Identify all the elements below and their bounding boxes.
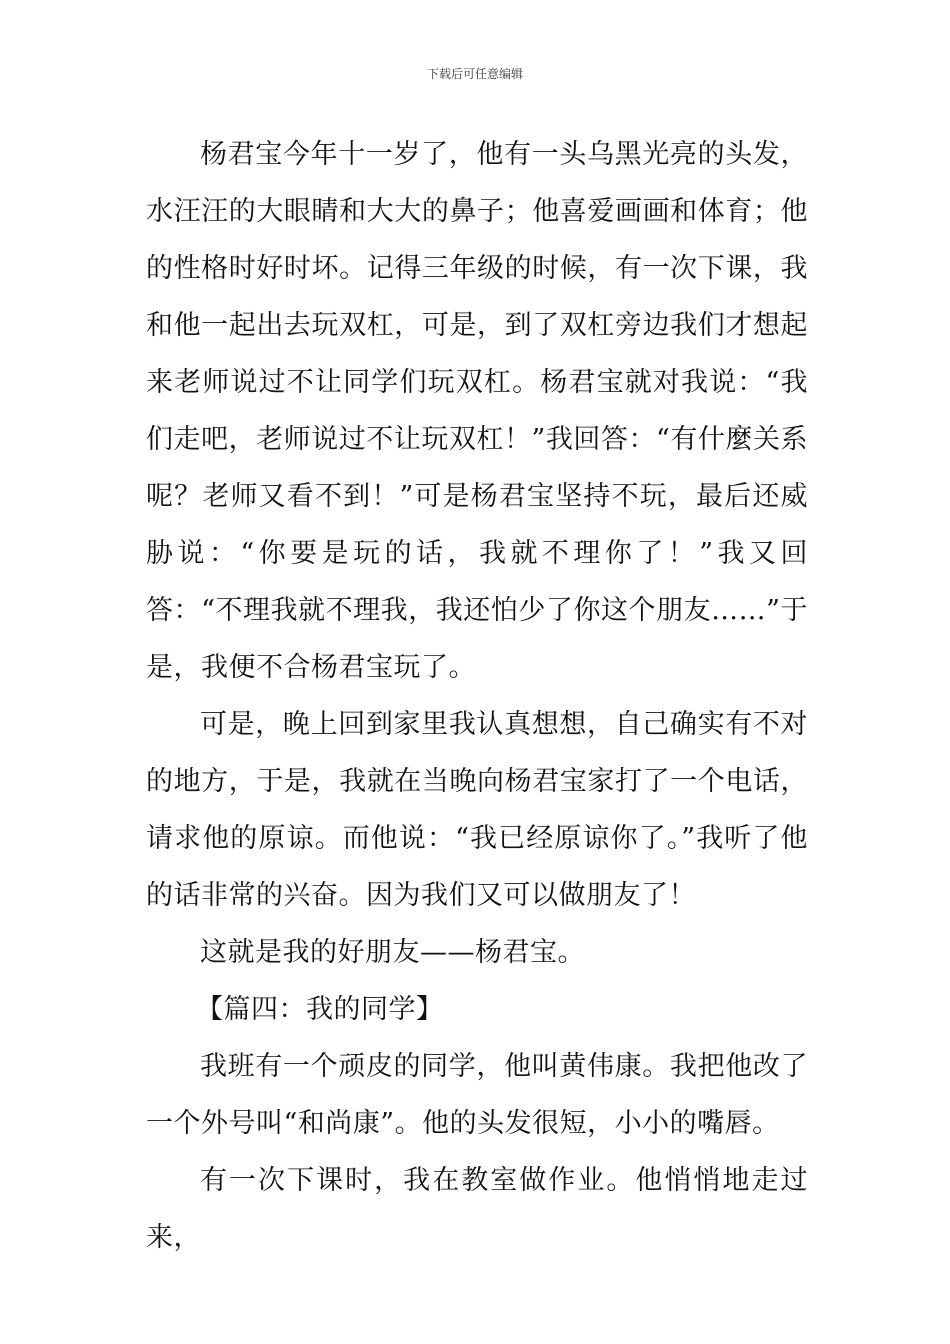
paragraph-4: 我班有一个顽皮的同学，他叫黄伟康。我把他改了一个外号叫“和尚康”。他的头发很短，小小的嘴唇。 (146, 1051, 808, 1139)
section-heading: 【篇四：我的同学】 (196, 994, 444, 1025)
document-body (146, 126, 808, 1266)
paragraph-3: 这就是我的好朋友——杨君宝。 (200, 937, 585, 968)
paragraph-1: 杨君宝今年十一岁了，他有一头乌黑光亮的头发，水汪汪的大眼睛和大大的鼻子；他喜爱画画和体育；他的性格时好时坏。记得三年级的时候，有一次下课，我和他一起出去玩双杠，可是，到了双杠旁边我们才想起来老师说过不让同学们玩双杠。杨君宝就对我说：“我们走吧，老师说过不让玩双杠！”我回答：“有什麼关系呢？老师又看不到！”可是杨君宝坚持不玩，最后还威胁说：“你要是玩的话，我就不理你了！”我又回答：“不理我就不理我，我还怕少了你这个朋友……”于是，我便不合杨君宝玩了。 (146, 139, 808, 683)
paragraph-5: 有一次下课时，我在教室做作业。他悄悄地走过来， (146, 1165, 808, 1253)
paragraph-2: 可是，晚上回到家里我认真想想，自己确实有不对的地方，于是，我就在当晚向杨君宝家打了一个电话，请求他的原谅。而他说：“我已经原谅你了。”我听了他的话非常的兴奋。因为我们又可以做朋友了！ (146, 709, 808, 911)
page-header-note: 下载后可任意编辑 (426, 67, 523, 81)
